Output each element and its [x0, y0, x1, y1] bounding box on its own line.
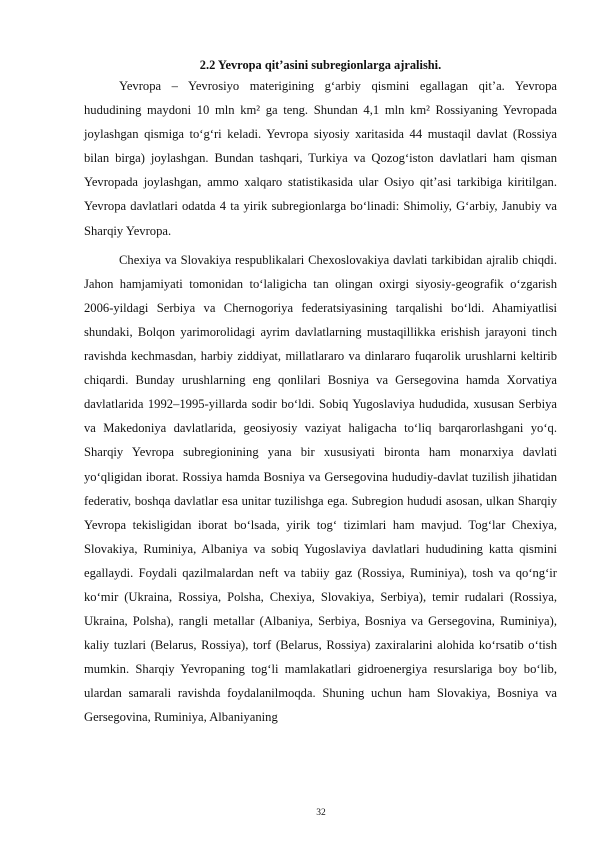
page-number: 32	[316, 808, 326, 818]
document-page	[84, 58, 557, 730]
section-heading: 2.2 Yevropa qit’asini subregionlarga ajralishi.	[199, 58, 442, 72]
body-paragraph-1: Yevropa – Yevrosiyo materigining g‘arbiy qismini egallagan qit’a. Yevropa hududining maydoni 10 mln km² ga teng. Shundan 4,1 mln km² Rossiyaning Yevropada joylashgan qismiga to‘g‘ri keladi. Yevropa siyosiy xaritasida 44 mustaqil davlat (Rossiya bilan birga) joylashgan. Bundan tashqari, Turkiya va Qozog‘iston davlatlari ham qisman Yevropada joylashgan, ammo xalqaro statistikasida ular Osiyo qit’asi tarkibiga kiritilgan. Yevropa davlatlari odatda 4 ta yirik subregionlarga bo‘linadi: Shimoliy, G‘arbiy, Janubiy va Sharqiy Yevropa.	[84, 79, 557, 238]
body-paragraph-2: Chexiya va Slovakiya respublikalari Chexoslovakiya davlati tarkibidan ajralib chiqdi. Jahon hamjamiyati tomonidan to‘laligicha tan olingan oxirgi siyosiy-geografik o‘zgarish 2006-yildagi Serbiya va Chernogoriya federatsiyasining tarqalishi bo‘ldi. Ahamiyatlisi shundaki, Bolqon yarimorolidagi ayrim davlatlarning mustaqillikka erishish jarayoni tinch ravishda kechmasdan, harbiy ziddiyat, millatlararo va dinlararo fuqarolik urushlarni keltirib chiqardi. Bunday urushlarning eng qonlilari Bosniya va Gersegovina hamda Xorvatiya davlatlarida 1992–1995-yillarda sodir bo‘ldi. Sobiq Yugoslaviya hududida, xususan Serbiya va Makedoniya davlatlarida, geosiyosiy vaziyat haligacha to‘liq barqarorlashgani yo‘q. Sharqiy Yevropa subregionining yana bir xususiyati bironta ham monarxiya davlati yo‘qligidan iborat. Rossiya hamda Bosniya va Gersegovina hududiy-davlat tuzilish jihatidan federativ, boshqa davlatlar esa unitar tuzilishga ega. Subregion hududi asosan, ulkan Sharqiy Yevropa tekisligidan iborat bo‘lsada, yirik tog‘ tizimlari ham mavjud. Tog‘lar Chexiya, Slovakiya, Ruminiya, Albaniya va sobiq Yugoslaviya davlatlari hududining katta qismini egallaydi. Foydali qazilmalardan neft va tabiiy gaz (Rossiya, Ruminiya), tosh va qo‘ng‘ir ko‘mir (Ukraina, Rossiya, Polsha, Chexiya, Slovakiya, Serbiya), temir rudalari (Rossiya, Ukraina, Polsha), rangli metallar (Albaniya, Serbiya, Bosniya va Gersegovina, Ruminiya), kaliy tuzlari (Belarus, Rossiya), torf (Belarus, Rossiya) zaxiralarini alohida ko‘rsatib o‘tish mumkin. Sharqiy Yevropaning tog‘li mamlakatlari gidroenergiya resurslariga boy bo‘lib, ulardan samarali ravishda foydalanilmoqda. Shuning uchun ham Slovakiya, Bosniya va Gersegovina, Ruminiya, Albaniyaning	[84, 252, 557, 725]
